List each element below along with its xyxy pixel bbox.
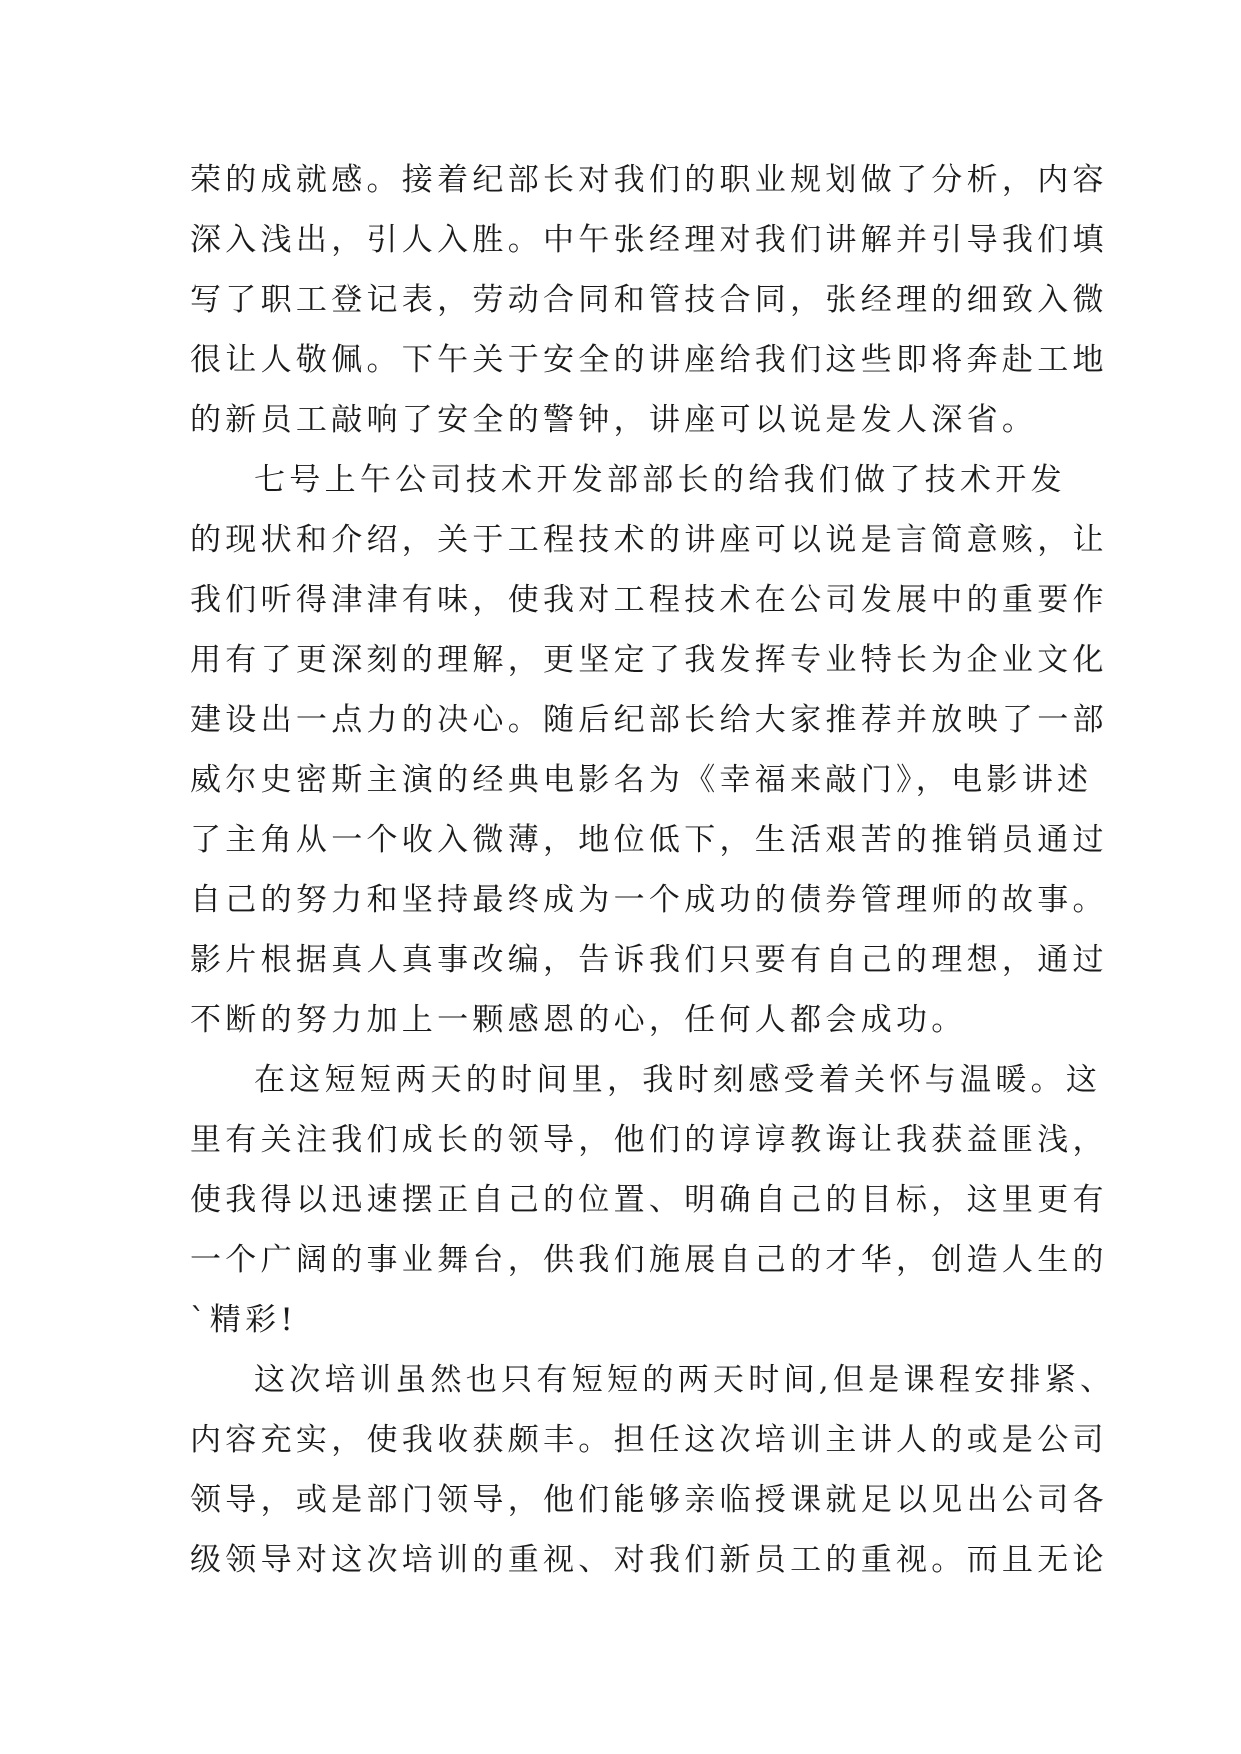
text-line: 七号上午公司技术开发部部长的给我们做了技术开发 — [254, 462, 1066, 498]
text-line: 里有关注我们成长的领导，他们的谆谆教诲让我获益匪浅， — [190, 1122, 1108, 1158]
text-line: 很让人敬佩。下午关于安全的讲座给我们这些即将奔赴工地 — [190, 342, 1108, 378]
text-line: 荣的成就感。接着纪部长对我们的职业规划做了分析，内容 — [190, 162, 1108, 198]
text-line: 影片根据真人真事改编，告诉我们只要有自己的理想，通过 — [190, 942, 1108, 978]
text-line: 一个广阔的事业舞台，供我们施展自己的才华，创造人生的 — [190, 1242, 1108, 1278]
document-body — [190, 150, 1116, 1590]
text-line: 写了职工登记表，劳动合同和管技合同，张经理的细致入微 — [190, 282, 1108, 318]
paragraph-4 — [190, 1350, 1116, 1590]
text-line: 这次培训虽然也只有短短的两天时间,但是课程安排紧、 — [254, 1362, 1116, 1398]
text-line: 自己的努力和坚持最终成为一个成功的债券管理师的故事。 — [190, 882, 1108, 918]
text-line: 用有了更深刻的理解，更坚定了我发挥专业特长为企业文化 — [190, 642, 1108, 678]
text-line: 使我得以迅速摆正自己的位置、明确自己的目标，这里更有 — [190, 1182, 1108, 1218]
text-line: 内容充实，使我收获颇丰。担任这次培训主讲人的或是公司 — [190, 1422, 1108, 1458]
text-line: 的新员工敲响了安全的警钟，讲座可以说是发人深省。 — [190, 402, 1038, 438]
text-line: 威尔史密斯主演的经典电影名为《幸福来敲门》，电影讲述 — [190, 762, 1093, 798]
text-line: 不断的努力加上一颗感恩的心，任何人都会成功。 — [190, 1002, 967, 1038]
paragraph-3 — [190, 1050, 1108, 1350]
text-line: 在这短短两天的时间里，我时刻感受着关怀与温暖。这 — [254, 1062, 1102, 1098]
text-line: 级领导对这次培训的重视、对我们新员工的重视。而且无论 — [190, 1542, 1108, 1578]
text-line: 的现状和介绍，关于工程技术的讲座可以说是言简意赅，让 — [190, 522, 1108, 558]
text-line: 建设出一点力的决心。随后纪部长给大家推荐并放映了一部 — [190, 702, 1108, 738]
paragraph-2 — [190, 450, 1108, 1050]
paragraph-1 — [190, 150, 1108, 450]
text-line: `精彩! — [190, 1302, 298, 1338]
text-line: 领导，或是部门领导，他们能够亲临授课就足以见出公司各 — [190, 1482, 1108, 1518]
text-line: 我们听得津津有味，使我对工程技术在公司发展中的重要作 — [190, 582, 1108, 618]
text-line: 深入浅出，引人入胜。中午张经理对我们讲解并引导我们填 — [190, 222, 1108, 258]
text-line: 了主角从一个收入微薄，地位低下，生活艰苦的推销员通过 — [190, 822, 1108, 858]
